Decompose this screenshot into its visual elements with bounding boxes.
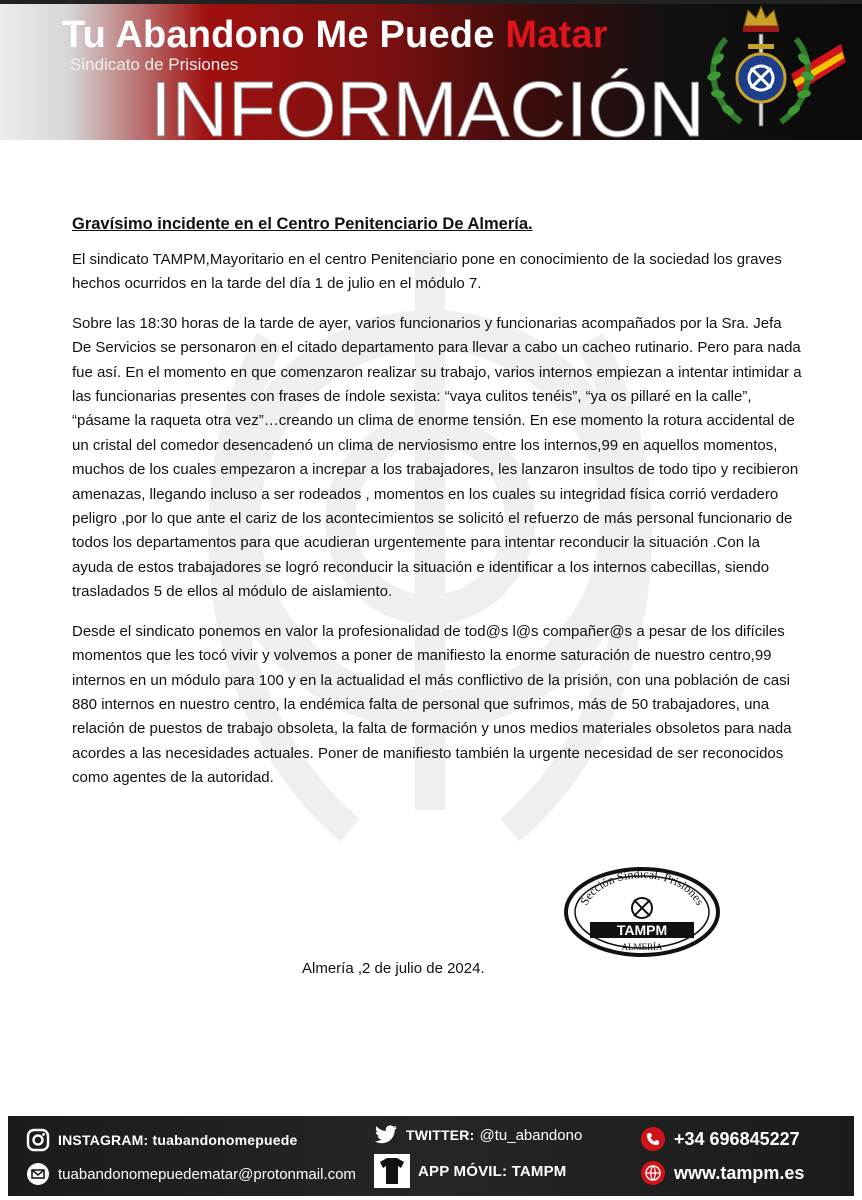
document-date: Almería ,2 de julio de 2024. — [302, 960, 485, 977]
header-title-main: Tu Abandono Me Puede — [62, 14, 495, 56]
phone-icon — [640, 1126, 666, 1152]
footer-instagram[interactable] — [26, 1128, 297, 1152]
app-label: APP MÓVIL: TAMPM — [418, 1162, 567, 1180]
paragraph-incident: Sobre las 18:30 horas de la tarde de ayer, varios funcionarios y funcionarias acompañados por la Sra. Jefa De Servicios se personaron en el citado departamento para llevar a cabo un cacheo rutinario. Pero para nada fue así. En el momento en que comenzaron realizar su trabajo, varios internos empiezan a intentar intimidar a las funcionarias presentes con frases de índole sexista: “vaya culitos tenéis”, “ya os pillaré en la calle”, “pásame la raqueta otra vez”…creando un clima de enorme tensión. En ese momento la rotura accidental de un cristal del comedor desencadenó un clima de nerviosismo entre los internos,99 en aquellos momentos, muchos de los cuales empezaron a increpar a los trabajadores, les lanzaron insultos de todo tipo y recibieron amenazas, llegando incluso a ser rodeados , momentos en los cuales su integridad física corrió verdadero peligro ,por lo que ante el cariz de los acontecimientos se solicitó el refuerzo de más personal funcionario de todos los departamentos para que acudieran urgentemente para intentar reconducir la situación .Con la ayuda de estos trabajadores se logró reconducir la situación e identificar a los internos cabecillas, siendo trasladados 5 de ellos al módulo de aislamiento. — [72, 314, 802, 601]
paragraph-intro: El sindicato TAMPM,Mayoritario en el centro Penitenciario pone en conocimiento de la sociedad los graves hechos ocurridos en la tarde del día 1 de julio en el módulo 7. — [72, 251, 782, 293]
app-shirt-icon — [374, 1154, 410, 1188]
footer-contact-bar — [8, 1116, 854, 1196]
web-icon — [640, 1160, 666, 1186]
footer-web[interactable] — [640, 1160, 804, 1186]
header-subtitle: Sindicato de Prisiones — [70, 55, 239, 74]
web-address: www.tampm.es — [674, 1162, 805, 1183]
instagram-handle: INSTAGRAM: tuabandonomepuede — [58, 1132, 298, 1148]
union-stamp — [562, 866, 722, 958]
header-title — [62, 14, 608, 57]
header-banner-word: INFORMACIÓN — [150, 65, 705, 153]
mail-icon — [26, 1162, 50, 1186]
header-title-accent: Matar — [505, 14, 608, 56]
stamp-city: ALMERÍA — [621, 942, 663, 952]
twitter-handle: @tu_abandono — [479, 1126, 583, 1144]
twitter-label: TWITTER: — [406, 1127, 475, 1143]
footer-email[interactable] — [26, 1162, 356, 1186]
header-banner — [0, 0, 862, 153]
twitter-icon — [374, 1125, 398, 1145]
paragraph-demands: Desde el sindicato ponemos en valor la profesionalidad de tod@s l@s compañer@s a pesar de los difíciles momentos que les tocó vivir y volvemos a poner de manifiesto la enorme saturación de nuestro centro,99 internos en un módulo para 100 y en la actualidad el más conflictivo de la prisión, con una población de casi 880 internos en nuestro centro, la endémica falta de personal que sufrimos, más de 50 trabajadores, una relación de puestos de trabajo obsoleta, la falta de formación y unos medios materiales obsoletos para nada acordes a las necesidades actuales. Poner de manifiesto también la urgente necesidad de ser reconocidos como agentes de la autoridad. — [72, 622, 792, 787]
phone-number: +34 696845227 — [674, 1128, 800, 1149]
stamp-top-text: Sección Sindical. Prisiones — [576, 866, 708, 908]
email-address: tuabandonomepuedematar@protonmail.com — [58, 1165, 356, 1183]
document-body — [72, 215, 802, 806]
document-heading: Gravísimo incidente en el Centro Penitenciario De Almería. — [72, 215, 533, 233]
instagram-icon — [26, 1128, 50, 1152]
footer-twitter[interactable] — [374, 1125, 582, 1145]
footer-phone[interactable] — [640, 1126, 800, 1152]
stamp-name: TAMPM — [616, 922, 668, 938]
footer-app[interactable] — [374, 1154, 566, 1188]
crest-logo — [696, 4, 846, 132]
